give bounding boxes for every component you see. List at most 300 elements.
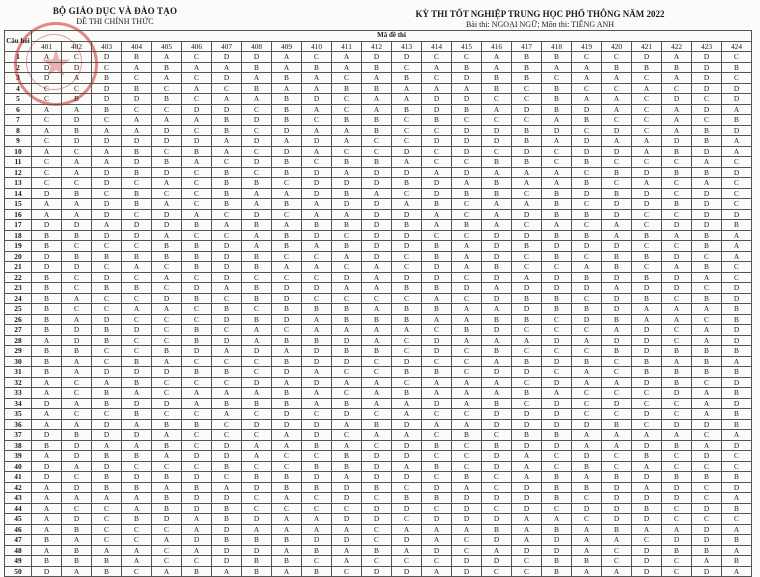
answer-cell: C [242, 272, 272, 283]
answer-cell: C [242, 104, 272, 115]
answer-cell: D [512, 209, 542, 220]
answer-cell: D [512, 146, 542, 157]
answer-cell: D [92, 230, 122, 241]
answer-cell: A [572, 367, 602, 378]
table-row [5, 503, 752, 514]
answer-cell: C [482, 482, 512, 493]
answer-cell: C [722, 451, 752, 462]
answer-cell: A [332, 62, 362, 73]
question-number-cell: 41 [5, 472, 32, 483]
answer-cell: D [32, 251, 62, 262]
answer-cell: D [452, 566, 482, 577]
answer-cell: D [722, 377, 752, 388]
answer-cell: B [152, 503, 182, 514]
answer-cell: D [302, 535, 332, 546]
answer-cell: D [212, 272, 242, 283]
answer-cell: D [242, 482, 272, 493]
answer-cell: D [602, 146, 632, 157]
answer-cell: B [152, 62, 182, 73]
answer-cell: A [482, 199, 512, 210]
answer-cell: A [482, 104, 512, 115]
exam-code-cell: 402 [62, 41, 92, 52]
answer-cell: A [212, 566, 242, 577]
answer-cell: B [572, 356, 602, 367]
answer-cell: B [212, 167, 242, 178]
answer-cell: A [422, 566, 452, 577]
answer-cell: B [242, 314, 272, 325]
table-row [5, 419, 752, 430]
answer-cell: B [602, 346, 632, 357]
question-number-cell: 36 [5, 419, 32, 430]
answer-cell: A [452, 314, 482, 325]
answer-cell: A [332, 125, 362, 136]
answer-cell: A [182, 545, 212, 556]
table-row [5, 188, 752, 199]
answer-cell: C [62, 272, 92, 283]
answer-cell: B [572, 272, 602, 283]
answer-cell: A [602, 104, 632, 115]
answer-cell: B [182, 293, 212, 304]
answer-cell: A [572, 545, 602, 556]
answer-cell: C [182, 461, 212, 472]
answer-cell: D [482, 272, 512, 283]
answer-cell: D [302, 167, 332, 178]
answer-cell: A [362, 388, 392, 399]
answer-cell: D [632, 52, 662, 63]
answer-cell: C [302, 293, 332, 304]
answer-cell: A [632, 136, 662, 147]
answer-cell: B [392, 178, 422, 189]
answer-cell: D [542, 125, 572, 136]
answer-cell: C [182, 94, 212, 105]
answer-cell: D [512, 230, 542, 241]
answer-cell: C [92, 409, 122, 420]
answer-cell: B [122, 52, 152, 63]
answer-cell: D [212, 262, 242, 273]
answer-cell: D [332, 178, 362, 189]
header-left [40, 6, 190, 26]
answer-cell: B [482, 314, 512, 325]
exam-code-cell: 403 [92, 41, 122, 52]
answer-cell: D [362, 461, 392, 472]
answer-cell: A [182, 83, 212, 94]
answer-cell: C [422, 556, 452, 567]
answer-cell: C [242, 367, 272, 378]
answer-cell: A [452, 262, 482, 273]
answer-cell: A [392, 524, 422, 535]
answer-cell: C [182, 556, 212, 567]
answer-cell: D [482, 230, 512, 241]
table-row [5, 535, 752, 546]
answer-cell: B [272, 335, 302, 346]
answer-cell: D [32, 398, 62, 409]
answer-cell: A [272, 188, 302, 199]
answer-cell: D [422, 262, 452, 273]
answer-cell: A [62, 419, 92, 430]
answer-cell: B [122, 251, 152, 262]
answer-cell: C [452, 199, 482, 210]
answer-cell: C [212, 157, 242, 168]
answer-cell: D [422, 398, 452, 409]
answer-cell: A [602, 377, 632, 388]
answer-cell: C [542, 146, 572, 157]
answer-cell: D [62, 440, 92, 451]
answer-cell: D [302, 377, 332, 388]
answer-cell: A [632, 482, 662, 493]
answer-cell: D [572, 188, 602, 199]
answer-cell: A [302, 367, 332, 378]
answer-cell: B [122, 146, 152, 157]
answer-cell: B [242, 293, 272, 304]
answer-cell: D [122, 136, 152, 147]
answer-key-table [4, 30, 752, 577]
table-row [5, 440, 752, 451]
answer-cell: C [572, 398, 602, 409]
answer-cell: C [512, 251, 542, 262]
answer-cell: A [692, 272, 722, 283]
answer-cell: A [422, 83, 452, 94]
answer-cell: B [722, 556, 752, 567]
answer-cell: A [692, 440, 722, 451]
answer-cell: B [542, 199, 572, 210]
answer-cell: D [392, 241, 422, 252]
table-row [5, 52, 752, 63]
answer-cell: B [332, 314, 362, 325]
answer-cell: C [272, 209, 302, 220]
answer-cell: B [632, 251, 662, 262]
answer-cell: A [482, 545, 512, 556]
question-number-cell: 24 [5, 293, 32, 304]
answer-cell: D [602, 398, 632, 409]
answer-cell: D [482, 419, 512, 430]
answer-cell: C [362, 293, 392, 304]
answer-cell: D [272, 125, 302, 136]
answer-cell: C [632, 241, 662, 252]
answer-cell: A [692, 556, 722, 567]
answer-cell: B [92, 73, 122, 84]
answer-cell: D [572, 241, 602, 252]
answer-cell: D [692, 524, 722, 535]
answer-cell: A [692, 325, 722, 336]
answer-cell: A [32, 199, 62, 210]
question-number-cell: 11 [5, 157, 32, 168]
answer-cell: B [692, 262, 722, 273]
answer-cell: A [542, 514, 572, 525]
answer-cell: B [32, 230, 62, 241]
answer-cell: B [422, 283, 452, 294]
answer-cell: A [152, 115, 182, 126]
answer-cell: D [122, 430, 152, 441]
answer-cell: B [632, 293, 662, 304]
answer-cell: C [392, 556, 422, 567]
answer-cell: A [62, 167, 92, 178]
question-number-cell: 12 [5, 167, 32, 178]
answer-cell: D [542, 356, 572, 367]
answer-cell: A [302, 104, 332, 115]
answer-cell: B [452, 430, 482, 441]
answer-cell: A [92, 146, 122, 157]
answer-cell: D [182, 472, 212, 483]
answer-cell: A [332, 209, 362, 220]
answer-cell: A [302, 524, 332, 535]
question-number-cell: 35 [5, 409, 32, 420]
answer-cell: A [602, 230, 632, 241]
answer-cell: B [422, 304, 452, 315]
question-number-cell: 29 [5, 346, 32, 357]
question-number-cell: 17 [5, 220, 32, 231]
answer-cell: C [62, 472, 92, 483]
answer-cell: C [392, 482, 422, 493]
answer-cell: B [362, 314, 392, 325]
answer-cell: D [722, 83, 752, 94]
answer-cell: A [632, 524, 662, 535]
answer-cell: A [272, 346, 302, 357]
answer-cell: C [632, 125, 662, 136]
answer-cell: C [32, 115, 62, 126]
answer-cell: B [362, 545, 392, 556]
table-row [5, 556, 752, 567]
answer-cell: C [182, 409, 212, 420]
answer-cell: A [362, 272, 392, 283]
answer-cell: C [572, 325, 602, 336]
answer-cell: D [332, 514, 362, 525]
answer-cell: D [512, 482, 542, 493]
answer-cell: C [452, 367, 482, 378]
answer-cell: A [542, 178, 572, 189]
answer-cell: A [392, 325, 422, 336]
answer-cell: B [32, 356, 62, 367]
answer-cell: A [182, 524, 212, 535]
answer-cell: B [272, 556, 302, 567]
answer-cell: A [572, 377, 602, 388]
answer-cell: D [182, 451, 212, 462]
answer-cell: B [212, 503, 242, 514]
answer-cell: A [722, 356, 752, 367]
table-row [5, 325, 752, 336]
answer-cell: D [512, 409, 542, 420]
answer-cell: D [122, 220, 152, 231]
answer-cell: A [452, 524, 482, 535]
answer-cell: A [722, 146, 752, 157]
answer-cell: C [242, 430, 272, 441]
answer-cell: C [302, 451, 332, 462]
table-row [5, 524, 752, 535]
answer-cell: A [182, 209, 212, 220]
answer-cell: D [482, 556, 512, 567]
answer-cell: A [722, 251, 752, 262]
answer-cell: B [242, 62, 272, 73]
answer-cell: C [182, 304, 212, 315]
table-row [5, 409, 752, 420]
answer-cell: D [392, 167, 422, 178]
answer-cell: B [62, 94, 92, 105]
answer-cell: C [662, 335, 692, 346]
answer-cell: B [62, 188, 92, 199]
answer-cell: D [662, 272, 692, 283]
answer-cell: C [62, 83, 92, 94]
answer-cell: C [512, 94, 542, 105]
answer-cell: B [122, 482, 152, 493]
answer-cell: B [602, 167, 632, 178]
answer-cell: C [122, 335, 152, 346]
answer-cell: C [452, 356, 482, 367]
answer-cell: A [482, 167, 512, 178]
answer-cell: D [392, 272, 422, 283]
answer-cell: A [332, 440, 362, 451]
answer-cell: C [332, 146, 362, 157]
answer-cell: A [32, 377, 62, 388]
table-row [5, 146, 752, 157]
answer-cell: B [152, 157, 182, 168]
table-row [5, 377, 752, 388]
answer-cell: B [302, 461, 332, 472]
answer-cell: D [182, 283, 212, 294]
answer-cell: C [632, 157, 662, 168]
answer-cell: A [62, 157, 92, 168]
table-row [5, 230, 752, 241]
exam-code-cell: 421 [632, 41, 662, 52]
answer-cell: B [272, 388, 302, 399]
table-row [5, 482, 752, 493]
answer-cell: C [452, 545, 482, 556]
table-row [5, 73, 752, 84]
answer-cell: C [242, 146, 272, 157]
answer-cell: C [272, 461, 302, 472]
answer-cell: A [542, 388, 572, 399]
answer-cell: C [662, 556, 692, 567]
answer-cell: C [362, 146, 392, 157]
answer-cell: C [662, 188, 692, 199]
answer-cell: C [212, 325, 242, 336]
answer-cell: A [122, 556, 152, 567]
answer-cell: B [512, 241, 542, 252]
answer-cell: C [32, 94, 62, 105]
answer-cell: C [662, 461, 692, 472]
answer-cell: A [62, 535, 92, 546]
answer-cell: B [512, 73, 542, 84]
answer-cell: A [152, 272, 182, 283]
answer-cell: D [482, 125, 512, 136]
answer-cell: D [362, 251, 392, 262]
answer-cell: C [362, 524, 392, 535]
answer-cell: D [332, 482, 362, 493]
answer-cell: C [512, 115, 542, 126]
answer-cell: B [152, 94, 182, 105]
answer-cell: B [662, 146, 692, 157]
answer-cell: D [152, 367, 182, 378]
answer-cell: B [272, 304, 302, 315]
answer-cell: A [32, 125, 62, 136]
answer-cell: D [92, 83, 122, 94]
answer-cell: C [182, 377, 212, 388]
answer-cell: A [32, 493, 62, 504]
answer-cell: C [242, 493, 272, 504]
answer-cell: D [362, 503, 392, 514]
answer-cell: D [362, 167, 392, 178]
answer-cell: D [692, 220, 722, 231]
answer-cell: D [242, 209, 272, 220]
answer-cell: B [482, 178, 512, 189]
answer-cell: B [482, 398, 512, 409]
answer-cell: C [182, 199, 212, 210]
answer-cell: C [362, 136, 392, 147]
answer-cell: D [362, 451, 392, 462]
answer-cell: C [92, 346, 122, 357]
answer-cell: A [392, 545, 422, 556]
answer-cell: A [212, 409, 242, 420]
answer-cell: D [242, 52, 272, 63]
answer-cell: A [362, 73, 392, 84]
answer-cell: B [32, 304, 62, 315]
answer-cell: D [152, 209, 182, 220]
answer-cell: A [242, 199, 272, 210]
answer-cell: A [152, 178, 182, 189]
answer-cell: D [662, 482, 692, 493]
answer-cell: A [722, 230, 752, 241]
answer-cell: D [62, 325, 92, 336]
answer-cell: B [212, 178, 242, 189]
answer-cell: A [512, 514, 542, 525]
answer-cell: C [542, 346, 572, 357]
answer-cell: D [302, 430, 332, 441]
answer-cell: C [482, 94, 512, 105]
answer-cell: A [572, 566, 602, 577]
answer-cell: A [392, 398, 422, 409]
table-row [5, 472, 752, 483]
answer-cell: C [632, 419, 662, 430]
answer-cell: C [92, 293, 122, 304]
answer-cell: B [692, 136, 722, 147]
answer-cell: C [152, 377, 182, 388]
answer-cell: B [692, 125, 722, 136]
question-number-cell: 49 [5, 556, 32, 567]
answer-cell: D [302, 283, 332, 294]
answer-cell: C [662, 451, 692, 462]
answer-cell: C [152, 335, 182, 346]
answer-cell: A [422, 314, 452, 325]
answer-cell: C [332, 430, 362, 441]
answer-cell: D [482, 136, 512, 147]
answer-cell: C [302, 503, 332, 514]
answer-cell: C [182, 440, 212, 451]
answer-cell: A [632, 146, 662, 157]
answer-cell: C [152, 314, 182, 325]
answer-cell: C [122, 535, 152, 546]
answer-cell: C [392, 188, 422, 199]
answer-cell: C [692, 314, 722, 325]
answer-cell: B [692, 230, 722, 241]
answer-cell: A [272, 514, 302, 525]
answer-cell: A [302, 73, 332, 84]
answer-cell: D [392, 209, 422, 220]
question-number-cell: 47 [5, 535, 32, 546]
answer-cell: D [662, 419, 692, 430]
answer-cell: A [602, 535, 632, 546]
answer-cell: C [692, 461, 722, 472]
answer-cell: A [272, 493, 302, 504]
answer-cell: C [332, 566, 362, 577]
answer-cell: A [632, 83, 662, 94]
answer-cell: D [212, 251, 242, 262]
answer-cell: A [242, 335, 272, 346]
answer-cell: B [122, 356, 152, 367]
answer-cell: C [542, 451, 572, 462]
answer-cell: C [692, 430, 722, 441]
answer-cell: B [722, 472, 752, 483]
answer-cell: B [92, 398, 122, 409]
answer-cell: A [572, 524, 602, 535]
answer-cell: D [122, 94, 152, 105]
